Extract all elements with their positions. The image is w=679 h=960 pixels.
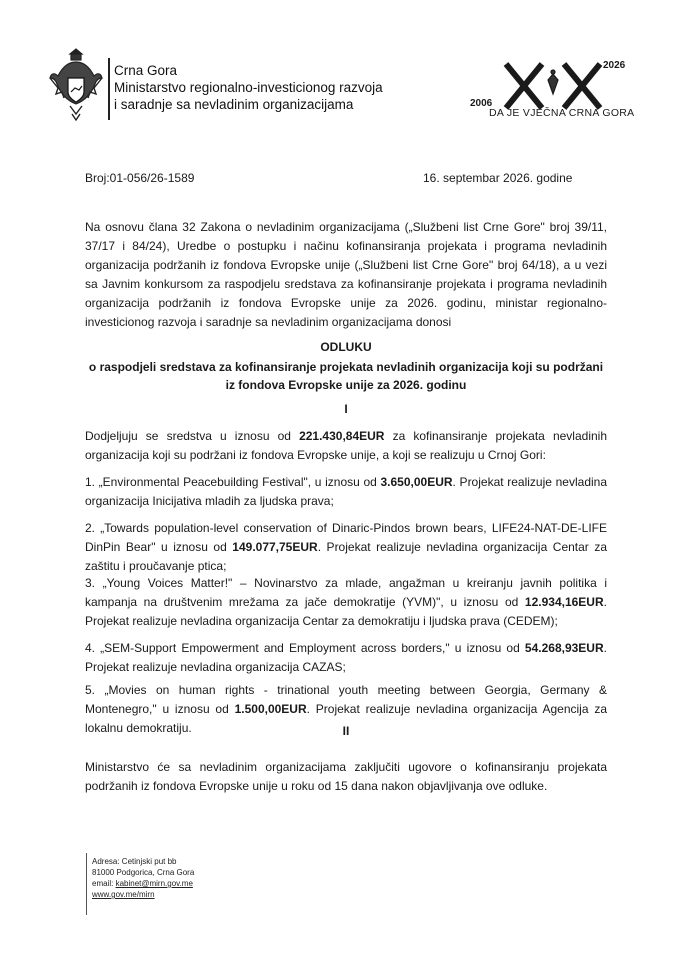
footer-website-link[interactable]: www.gov.me/mirn bbox=[92, 890, 155, 899]
ministry-line-country: Crna Gora bbox=[114, 63, 178, 78]
item-amount: 149.077,75EUR bbox=[232, 540, 318, 554]
intro-paragraph: Na osnovu člana 32 Zakona o nevladinim organizacijama („Službeni list Crne Gore" broj 39/11, 37/17 i 84/24), Uredbe o postupku i načinu kofinansiranja projekata i programa nevladinih organizacija podržanih iz fondova Evropske unije („Službeni list Crne Gore" broj 64/18), a u vezi sa Javnim konkursom za raspodjelu sredstava za kofinansiranje projekata i programa nevladinih organizacija podržanih iz fondova Evropske unije za 2026. godinu, ministar regionalno-investicionog razvoja i saradnje sa nevladinim organizacijama donosi bbox=[85, 220, 607, 329]
ministry-line-name: Ministarstvo regionalno-investicionog razvoja bbox=[114, 80, 383, 95]
item-text: 5. „Movies on human rights - trinational youth meeting between Georgia, Germany & Montenegro," u iznosu od bbox=[85, 683, 607, 716]
item-text: 3. „Young Voices Matter!" – Novinarstvo za mlade, angažman u kreiranju javnih politika i kampanja na društvenim mrežama za jače demokratije (YVM)", u iznosu od bbox=[85, 576, 607, 609]
footer-email-label: email: bbox=[92, 879, 116, 888]
allocation-text-pre: Dodjeljuju se sredstva u iznosu od bbox=[85, 429, 300, 443]
item-amount: 12.934,16EUR bbox=[524, 595, 604, 609]
footer-divider bbox=[86, 853, 87, 915]
item-text-post: . Projekat realizuje nevladina organizacija Agencija za lokalnu demokratiju. bbox=[85, 702, 607, 735]
footer-city: 81000 Podgorica, Crna Gora bbox=[92, 868, 195, 877]
logo-motto: DA JE VJEČNA CRNA GORA bbox=[489, 107, 635, 119]
footer-contact bbox=[92, 856, 194, 900]
item-amount: 54.268,93EUR bbox=[524, 641, 604, 655]
logo-year-right: 2026 bbox=[603, 60, 626, 71]
decision-title: ODLUKU bbox=[320, 340, 372, 354]
item-text-post: . Projekat realizuje nevladina organizacija CAZAS; bbox=[85, 641, 607, 674]
footer-email-link[interactable]: kabinet@mirn.gov.me bbox=[115, 879, 193, 888]
item-text: 1. „Environmental Peacebuilding Festival", u iznosu od bbox=[85, 475, 381, 489]
section-numeral-1: I bbox=[344, 402, 348, 416]
item-amount: 3.650,00EUR bbox=[380, 475, 453, 489]
ministry-name bbox=[114, 62, 383, 113]
item-text-post: . Projekat realizuje nevladina organizacija Centar za demokratiju i ljudska prava (CEDEM); bbox=[85, 595, 607, 628]
allocation-paragraph bbox=[85, 427, 607, 465]
allocation-total-amount: 221.430,84EUR bbox=[299, 429, 385, 443]
footer-email-line bbox=[92, 878, 194, 889]
ministry-line-name-cont: i saradnje sa nevladinim organizacijama bbox=[114, 97, 354, 112]
montenegro-coat-of-arms-icon bbox=[48, 48, 104, 124]
footer-address: Adresa: Cetinjski put bb bbox=[92, 857, 177, 866]
item-text-post: . Projekat realizuje nevladina organizacija Inicijativa mladih za ljudska prava; bbox=[85, 475, 607, 508]
section-numeral-2: II bbox=[342, 724, 350, 738]
allocation-item bbox=[85, 519, 607, 576]
header-divider bbox=[108, 58, 110, 120]
item-amount: 1.500,00EUR bbox=[234, 702, 307, 716]
item-text: 4. „SEM-Support Empowerment and Employment across borders," u iznosu od bbox=[85, 641, 525, 655]
decision-subtitle: o raspodjeli sredstava za kofinansiranje projekata nevladinih organizacija koji su podržani iz fondova Evropske unije za 2026. godinu bbox=[88, 360, 604, 392]
logo-year-left: 2006 bbox=[470, 98, 493, 109]
allocation-text-post: za kofinansiranje projekata nevladinih organizacija koji su podržani iz fondova Evropske unije, a koji se realizuju u Crnoj Gori: bbox=[85, 429, 608, 462]
reference-number: Broj:01-056/26-1589 bbox=[85, 171, 195, 185]
document-date: 16. septembar 2026. godine bbox=[423, 171, 573, 185]
item-text: 2. „Towards population-level conservation of Dinaric-Pindos brown bears, LIFE24-NAT-DE-LIFE DinPin Bear" u iznosu od bbox=[85, 521, 607, 554]
allocation-item bbox=[85, 473, 607, 511]
allocation-item bbox=[85, 574, 607, 631]
item-text-post: . Projekat realizuje nevladina organizacija Centar za zaštitu i proučavanje ptica; bbox=[85, 540, 607, 573]
closing-paragraph: Ministarstvo će sa nevladinim organizacijama zaključiti ugovore o kofinansiranju projekata podržanih iz fondova Evropske unije u roku od 15 dana nakon objavljivanja ove odluke. bbox=[85, 760, 607, 793]
allocation-item bbox=[85, 639, 607, 677]
